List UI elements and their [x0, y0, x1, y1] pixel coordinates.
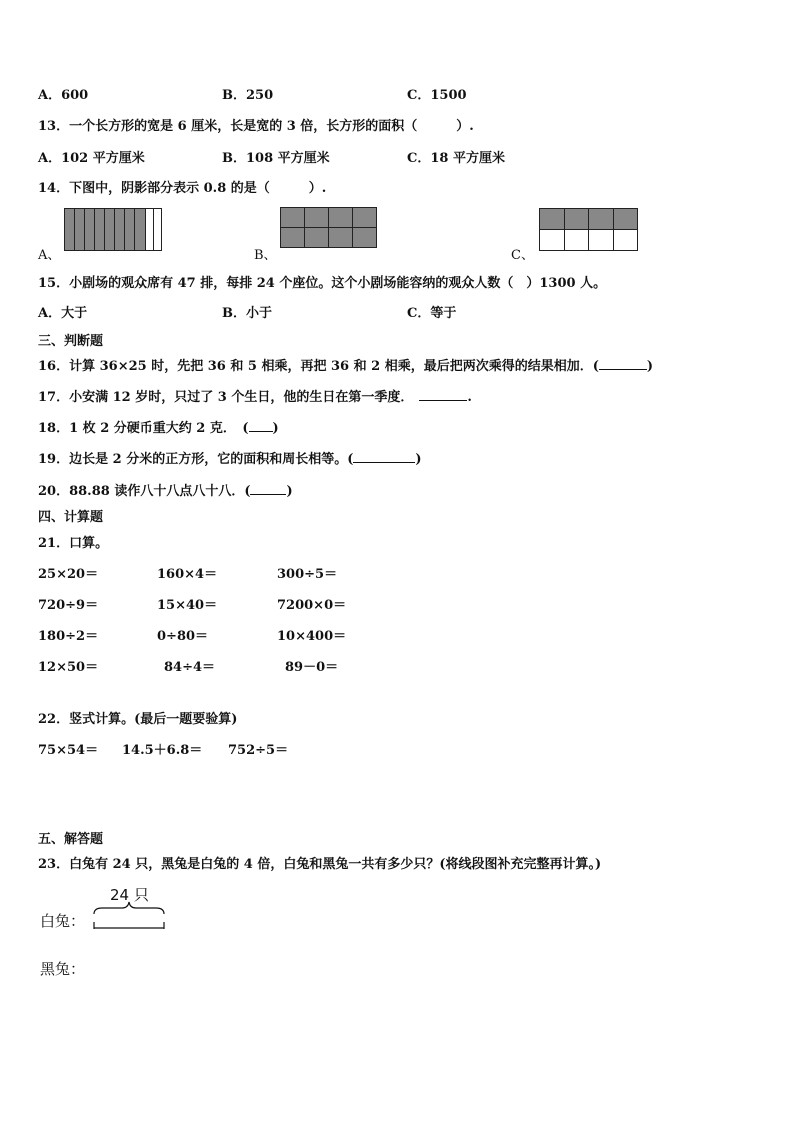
section-heading: 五、解答题 — [38, 832, 104, 847]
answer-blank[interactable] — [419, 388, 467, 401]
oral-item: 84÷4＝ — [164, 660, 216, 675]
answer-blank[interactable] — [250, 482, 286, 495]
oral-item: 0÷80＝ — [157, 629, 209, 644]
option-b[interactable]: B、 — [254, 248, 277, 263]
close-dot: . — [467, 390, 472, 405]
close-paren: ) — [415, 452, 422, 467]
section-heading: 三、判断题 — [38, 334, 104, 349]
oral-item: 10×400＝ — [277, 629, 347, 644]
option-a[interactable]: A．600 — [38, 88, 89, 103]
option-c[interactable]: C．等于 — [407, 306, 457, 321]
question-text: 20．88.88 读作八十八点八十八．( — [38, 484, 251, 499]
oral-item: 89－0＝ — [285, 660, 339, 675]
oral-item: 160×4＝ — [157, 567, 218, 582]
question-17 — [38, 386, 472, 405]
oral-item: 180÷2＝ — [38, 629, 99, 644]
question-text: 19．边长是 2 分米的正方形，它的面积和周长相等。( — [38, 452, 354, 467]
option-b[interactable]: B．小于 — [222, 306, 272, 321]
option-c[interactable]: C．1500 — [407, 88, 467, 103]
oral-item: 25×20＝ — [38, 567, 99, 582]
answer-blank[interactable] — [249, 419, 273, 432]
white-rabbit-segment — [92, 918, 166, 932]
vertical-item: 75×54＝ — [38, 743, 99, 758]
question-13: 13．一个长方形的宽是 6 厘米，长是宽的 3 倍，长方形的面积（ ）. — [38, 119, 474, 134]
question-text: 16．计算 36×25 时，先把 36 和 5 相乘，再把 36 和 2 相乘，最后把两次乘得的结果相加．( — [38, 359, 599, 374]
question-23: 23．白兔有 24 只，黑兔是白兔的 4 倍，白兔和黑兔一共有多少只？(将线段图补充完整再计算。) — [38, 857, 602, 872]
figure-a-strips — [64, 208, 164, 252]
black-rabbit-label: 黑兔： — [40, 960, 86, 978]
question-16 — [38, 355, 653, 374]
option-b[interactable]: B．250 — [222, 88, 274, 103]
question-text: 18．1 枚 2 分硬币重大约 2 克． ( — [38, 421, 249, 436]
figure-c-grid — [539, 208, 639, 252]
question-text: 17．小安满 12 岁时，只过了 3 个生日，他的生日在第一季度． — [38, 390, 414, 405]
option-c[interactable]: C．18 平方厘米 — [407, 151, 505, 166]
oral-item: 12×50＝ — [38, 660, 99, 675]
question-15: 15．小剧场的观众席有 47 排，每排 24 个座位。这个小剧场能容纳的观众人数（ ）1300 人。 — [38, 276, 607, 291]
close-paren: ) — [272, 421, 279, 436]
white-rabbit-label: 白兔： — [40, 912, 86, 930]
oral-item: 300÷5＝ — [277, 567, 338, 582]
brace-label: 24 只 — [110, 886, 149, 904]
option-a[interactable]: A．102 平方厘米 — [38, 151, 145, 166]
option-b[interactable]: B．108 平方厘米 — [222, 151, 330, 166]
vertical-item: 14.5＋6.8＝ — [122, 743, 203, 758]
close-paren: ) — [286, 484, 293, 499]
close-paren: ) — [646, 359, 654, 374]
oral-item: 7200×0＝ — [277, 598, 347, 613]
option-a[interactable]: A．大于 — [38, 306, 88, 321]
answer-blank[interactable] — [353, 450, 415, 463]
question-18 — [38, 417, 279, 436]
vertical-item: 752÷5＝ — [228, 743, 289, 758]
oral-item: 15×40＝ — [157, 598, 218, 613]
oral-item: 720÷9＝ — [38, 598, 99, 613]
question-21: 21．口算。 — [38, 536, 109, 551]
figure-b-grid — [280, 207, 378, 249]
question-19 — [38, 448, 422, 467]
answer-blank[interactable] — [599, 357, 647, 370]
option-a[interactable]: A、 — [38, 248, 61, 263]
brace — [92, 900, 166, 916]
question-22: 22．竖式计算。(最后一题要验算) — [38, 712, 238, 727]
option-c[interactable]: C、 — [511, 248, 534, 263]
question-20 — [38, 480, 293, 499]
section-heading: 四、计算题 — [38, 510, 104, 525]
question-14: 14．下图中，阴影部分表示 0.8 的是（ ）. — [38, 181, 327, 196]
